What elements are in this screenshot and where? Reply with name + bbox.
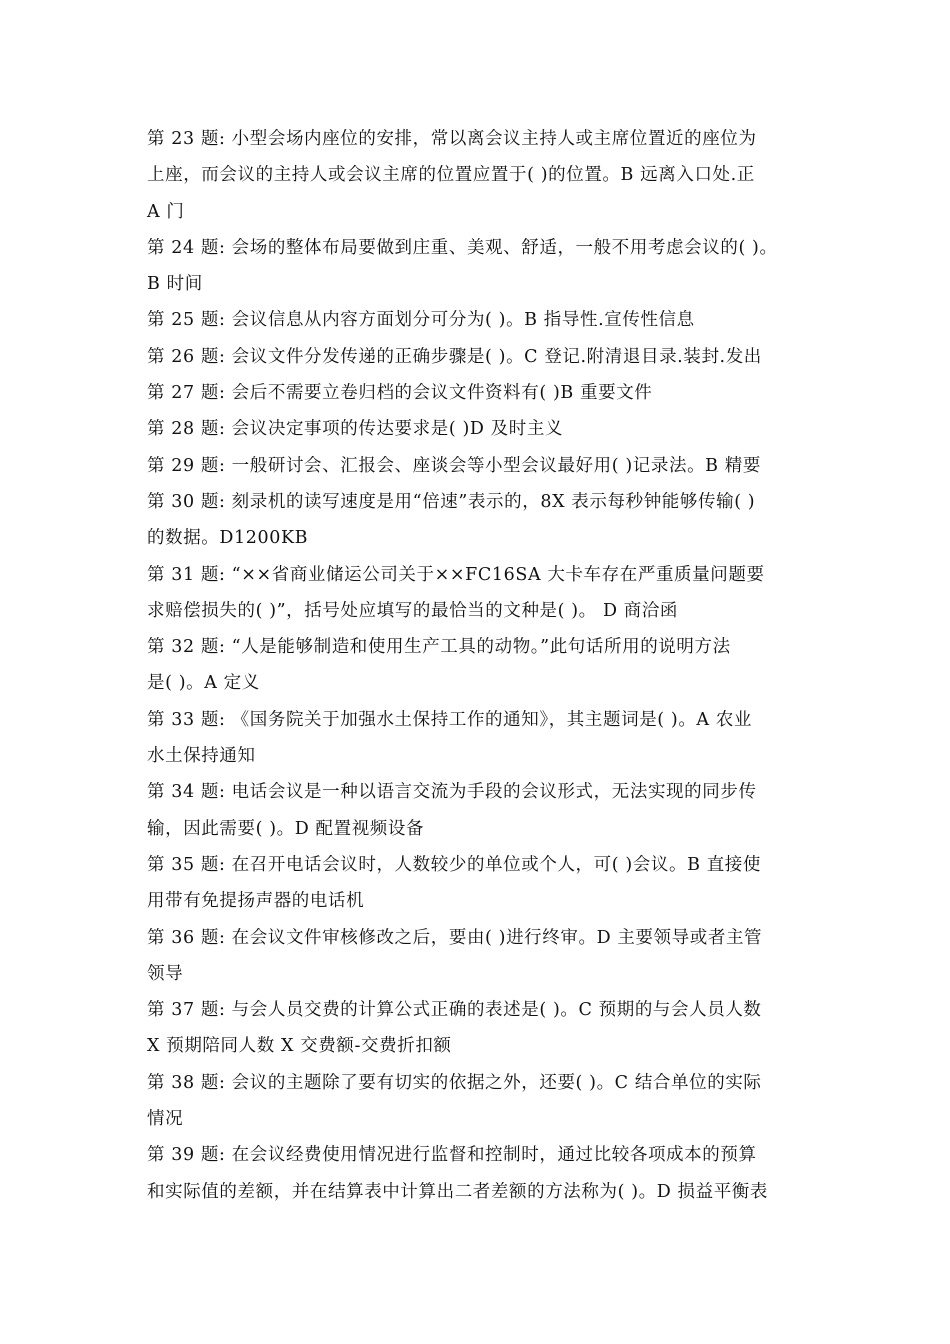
text-line: B 时间 <box>147 274 203 295</box>
text-line: 第 35 题: 在召开电话会议时，人数较少的单位或个人，可( )会议。B 直接使 <box>147 854 761 875</box>
text-line: 第 25 题: 会议信息从内容方面划分可分为( )。B 指导性.宣传性信息 <box>147 310 695 331</box>
text-line: 第 37 题: 与会人员交费的计算公式正确的表述是( )。C 预期的与会人员人数 <box>147 1000 762 1021</box>
text-line: 第 24 题: 会场的整体布局要做到庄重、美观、舒适，一般不用考虑会议的( )。 <box>147 237 778 258</box>
text-line: 第 23 题: 小型会场内座位的安排，常以离会议主持人或主席位置近的座位为 <box>147 129 757 149</box>
text-line: 第 32 题: “人是能够制造和使用生产工具的动物。”此句话所用的说明方法 <box>147 637 731 658</box>
text-line: 第 26 题: 会议文件分发传递的正确步骤是( )。C 登记.附清退目录.装封.发出 <box>147 346 762 367</box>
text-line: 的数据。D1200KB <box>147 528 309 549</box>
question-list <box>147 121 817 1210</box>
text-line: 第 28 题: 会议决定事项的传达要求是( )D 及时主义 <box>147 419 564 440</box>
text-line: A 门 <box>147 201 185 222</box>
text-line: 第 38 题: 会议的主题除了要有切实的依据之外，还要( )。C 结合单位的实际 <box>147 1072 762 1093</box>
text-line: 第 33 题: 《国务院关于加强水土保持工作的通知》，其主题词是( )。A 农业 <box>147 709 753 730</box>
text-line: 水土保持通知 <box>147 746 256 767</box>
text-line: 用带有免提扬声器的电话机 <box>147 891 365 912</box>
text-line: 上座，而会议的主持人或会议主席的位置应置于( )的位置。B 远离入口处.正 <box>147 165 755 186</box>
text-line: 第 34 题: 电话会议是一种以语言交流为手段的会议形式，无法实现的同步传 <box>147 782 757 803</box>
text-line: 第 30 题: 刻录机的读写速度是用“倍速”表示的，8X 表示每秒钟能够传输( ) <box>147 491 756 512</box>
text-line: 第 39 题: 在会议经费使用情况进行监督和控制时，通过比较各项成本的预算 <box>147 1145 757 1166</box>
text-line: 和实际值的差额，并在结算表中计算出二者差额的方法称为( )。D 损益平衡表 <box>147 1181 769 1202</box>
text-line: 情况 <box>147 1109 184 1130</box>
text-line: 是( )。A 定义 <box>147 673 260 694</box>
text-line: 第 27 题: 会后不需要立卷归档的会议文件资料有( )B 重要文件 <box>147 383 653 404</box>
text-line: 第 36 题: 在会议文件审核修改之后，要由( )进行终审。D 主要领导或者主管 <box>147 927 763 948</box>
text-line: 第 29 题: 一般研讨会、汇报会、座谈会等小型会议最好用( )记录法。B 精要 <box>147 455 761 476</box>
text-line: X 预期陪同人数 X 交费额-交费折扣额 <box>147 1036 452 1057</box>
text-line: 输，因此需要( )。D 配置视频设备 <box>147 818 425 839</box>
text-line: 求赔偿损失的( )”，括号处应填写的最恰当的文种是( )。 D 商洽函 <box>147 600 679 621</box>
text-line: 第 31 题: “××省商业储运公司关于××FC16SA 大卡车存在严重质量问题要 <box>147 564 765 585</box>
text-line: 领导 <box>147 963 184 984</box>
